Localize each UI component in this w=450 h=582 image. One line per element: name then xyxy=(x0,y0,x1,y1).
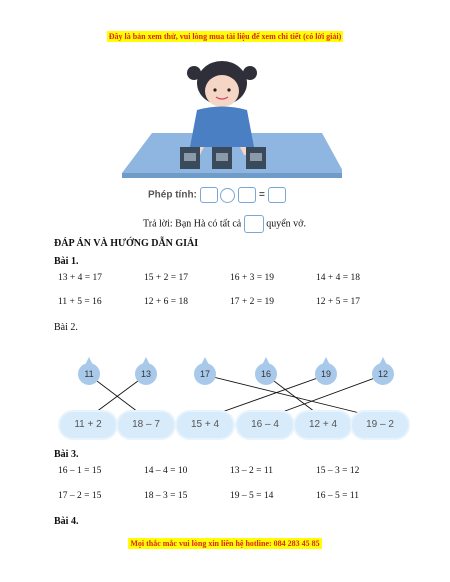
bai1-r1c2: 17 + 2 = 19 xyxy=(230,297,274,307)
cloud-16-minus-4: 16 – 4 xyxy=(237,412,293,438)
cloud-19-minus-2: 19 – 2 xyxy=(352,412,408,438)
calc-label: Phép tính: xyxy=(148,189,197,201)
bai1-title-text: Bài 1 xyxy=(54,256,76,267)
bai2-title: Bài 2. xyxy=(54,322,78,333)
drop-16: 16 xyxy=(255,363,277,385)
bai3-r1c0: 17 – 2 = 15 xyxy=(58,491,102,501)
top-banner-text: Đây là bản xem thử, vui lòng mua tài liệu để xem chi tiết (có lời giải) xyxy=(108,32,342,41)
bai3-r1c1: 18 – 3 = 15 xyxy=(144,491,188,501)
cloud-11-plus-2: 11 + 2 xyxy=(60,412,116,438)
bai3-r0c3: 15 – 3 = 12 xyxy=(316,466,360,476)
answer-after: quyển vở. xyxy=(266,218,306,230)
bottom-banner xyxy=(0,533,450,551)
bai1-r1c3: 12 + 5 = 17 xyxy=(316,297,360,307)
bai3-title-text: Bài 3 xyxy=(54,449,76,460)
bai2-title-text: Bài 2 xyxy=(54,322,76,333)
bai3-title: Bài 3. xyxy=(54,449,79,460)
drop-17: 17 xyxy=(194,363,216,385)
cloud-15-plus-4: 15 + 4 xyxy=(177,412,233,438)
bai3-r1c2: 19 – 5 = 14 xyxy=(230,491,274,501)
cloud-18-minus-7: 18 – 7 xyxy=(118,412,174,438)
bai3-r0c2: 13 – 2 = 11 xyxy=(230,466,274,476)
drop-19: 19 xyxy=(315,363,337,385)
answer-before: Trả lời: Bạn Hà có tất cả xyxy=(143,218,242,230)
calc-equals: = xyxy=(259,189,265,201)
bai3-r0c0: 16 – 1 = 15 xyxy=(58,466,102,476)
cloud-12-plus-4: 12 + 4 xyxy=(295,412,351,438)
drop-12: 12 xyxy=(372,363,394,385)
answers-heading: ĐÁP ÁN VÀ HƯỚNG DẪN GIẢI xyxy=(54,238,199,249)
bai1-r0c0: 13 + 4 = 17 xyxy=(58,273,102,283)
bai3-r1c3: 16 – 5 = 11 xyxy=(316,491,360,501)
bai1-r0c1: 15 + 2 = 17 xyxy=(144,273,188,283)
bai1-r0c3: 14 + 4 = 18 xyxy=(316,273,360,283)
drop-11: 11 xyxy=(78,363,100,385)
bai1-title: Bài 1. xyxy=(54,256,79,267)
bai3-r0c1: 14 – 4 = 10 xyxy=(144,466,188,476)
bai4-title: Bài 4. xyxy=(54,516,79,527)
bai1-r1c0: 11 + 5 = 16 xyxy=(58,297,102,307)
bai1-r1c1: 12 + 6 = 18 xyxy=(144,297,188,307)
bai4-title-text: Bài 4 xyxy=(54,516,76,527)
bai1-r0c2: 16 + 3 = 19 xyxy=(230,273,274,283)
bottom-banner-text: Mọi thắc mắc vui lòng xin liên hệ hotline: 084 283 45 85 xyxy=(130,539,320,548)
drop-13: 13 xyxy=(135,363,157,385)
